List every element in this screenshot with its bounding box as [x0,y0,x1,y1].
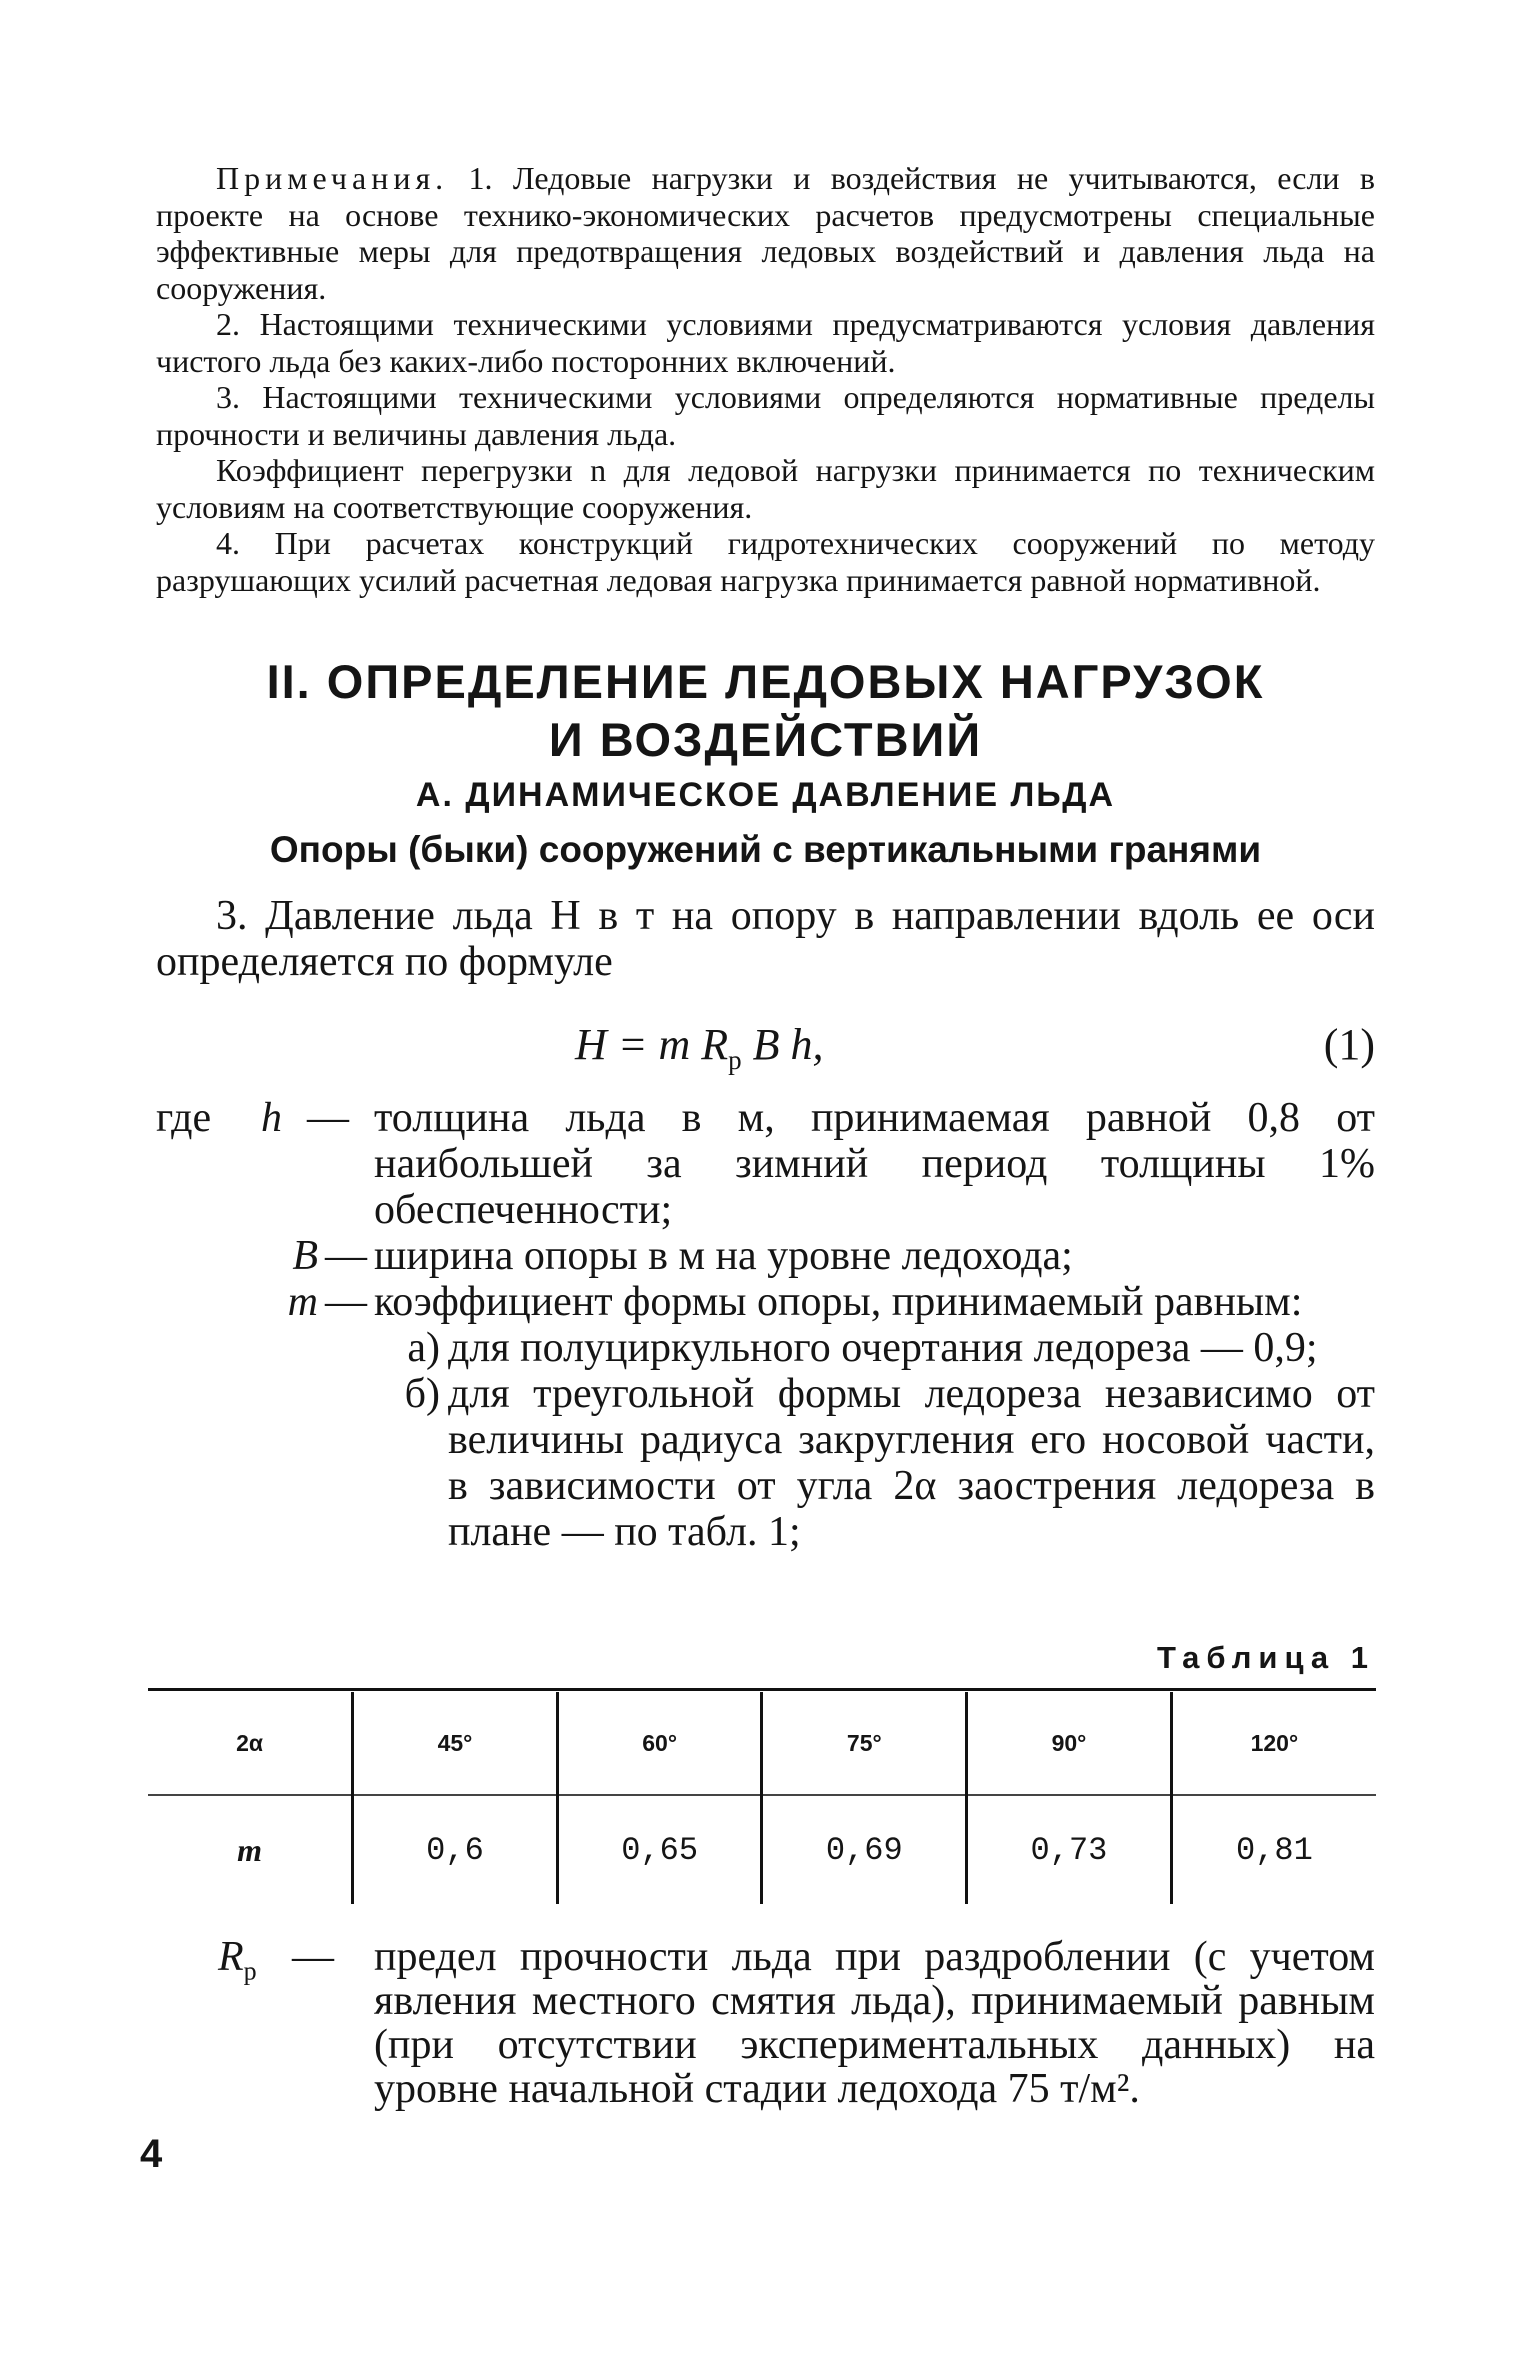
table-header-cell: 75° [762,1692,967,1795]
note-1: 1. Ледовые нагрузки и воздействия не учитываются, если в проекте на основе технико-экономических расчетов предусмотрены специальные эффективные меры для предотвращения ледовых воздействий и давления льда на сооружения. [156,160,1376,306]
note-2: 2. Настоящими техническими условиями предусматриваются условия давления чистого льда без каких-либо посторонних включений. [156,306,1375,379]
table-1 [148,1692,1376,1904]
table-caption: Таблица 1 [1156,1640,1375,1675]
page-number: 4 [140,2132,163,2176]
table-row [148,1795,1376,1904]
definition-rp: $R_р$ — предел прочности льда при раздроблении (с учетом явления местного смятия льда), принимаемый равным (при отсутствии экспериментальных данных) на уровне начальной стадии ледохода 75 т/м². [218,1934,1375,2112]
table-header-cell: 120° [1171,1692,1376,1795]
table-cell: 0,73 [967,1795,1172,1904]
definition-m: m — коэффициент формы опоры, принимаемый равным: [287,1279,1303,1325]
notes-title: Примечания. [216,160,449,196]
note-4: 4. При расчетах конструкций гидротехнических сооружений по методу разрушающих усилий расчетная ледовая нагрузка принимается равной нормативной. [156,525,1375,598]
note-3-overload-coefficient: Коэффициент перегрузки n для ледовой нагрузки принимается по техническим условиям на соответствующие сооружения. [156,452,1375,525]
table-top-rule [148,1688,1376,1691]
table-cell: m [237,1831,263,1868]
table-header-cell: 45° [353,1692,558,1795]
section-heading-line1: II. ОПРЕДЕЛЕНИЕ ЛЕДОВЫХ НАГРУЗОК [266,655,1265,708]
where-word: где [156,1095,212,1141]
sublist-item-b: б) для треугольной формы ледореза независимо от величины радиуса закругления его носовой части, в зависимости от угла 2α заострения ледореза в плане — по табл. 1; [404,1371,1375,1555]
table-header-cell: 2α [148,1692,353,1795]
note-3: 3. Настоящими техническими условиями определяются нормативные пределы прочности и величины давления льда. [156,379,1375,452]
definition-b: B — ширина опоры в м на уровне ледохода; [292,1233,1073,1279]
table-header-row [148,1692,1376,1795]
paragraph-3: 3. Давление льда H в т на опору в направлении вдоль ее оси определяется по формуле [156,893,1375,985]
section-heading-line2: И ВОЗДЕЙСТВИЙ [548,713,983,766]
table-cell: 0,69 [762,1795,967,1904]
table-cell: 0,65 [557,1795,762,1904]
table-cell: 0,6 [353,1795,558,1904]
table-cell: 0,81 [1171,1795,1376,1904]
table-header-cell: 90° [967,1692,1172,1795]
table-header-cell: 60° [557,1692,762,1795]
notes-block [156,160,1375,598]
subsection-title: Опоры (быки) сооружений с вертикальными гранями [269,829,1262,870]
definition-h: где h — толщина льда в м, принимаемая равной 0,8 от наибольшей за зимний период толщины 1% обеспеченности; [156,1095,1375,1233]
formula-number: (1) [1323,1020,1375,1069]
definitions-list [156,1095,1375,1555]
definition-m-sublist [374,1325,1375,1555]
subsection-heading: А. ДИНАМИЧЕСКОЕ ДАВЛЕНИЕ ЛЬДА [415,776,1116,814]
sublist-item-a: а) для полуциркульного очертания ледореза — 0,9; [407,1325,1318,1371]
formula-1: H = m $R_р$ B h, [575,1020,824,1075]
